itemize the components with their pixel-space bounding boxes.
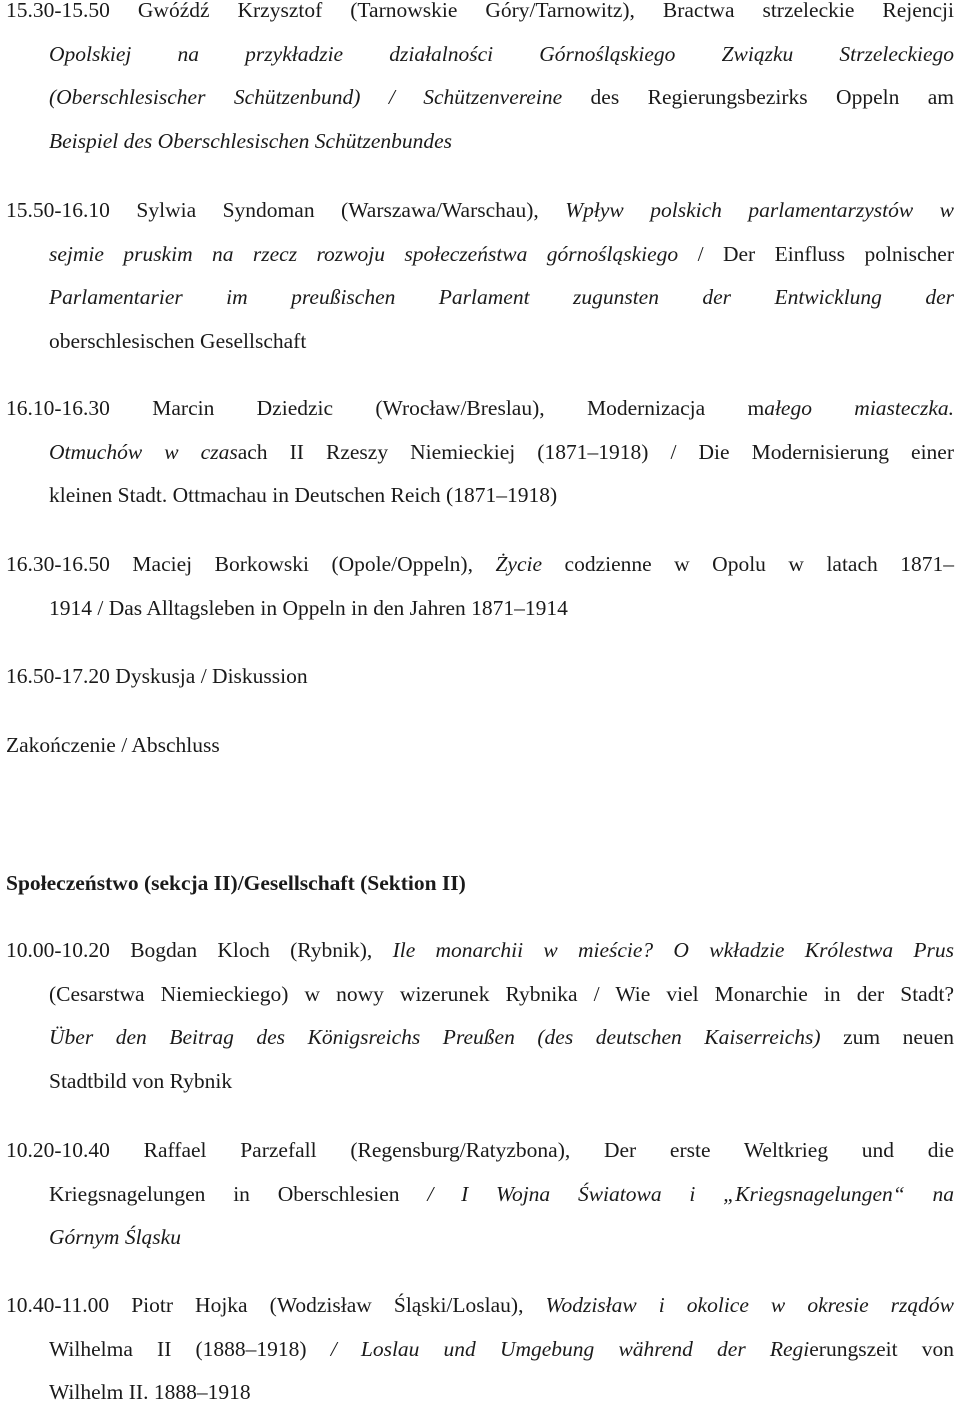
entry-line	[6, 1284, 954, 1328]
entry-line	[6, 1129, 954, 1173]
program-entry	[6, 655, 954, 699]
entry-speaker: Maciej Borkowski (Opole/Oppeln),	[132, 552, 473, 576]
entry-title-de: Über den Beitrag des Königsreichs Preußen (des deutschen Kaiserreichs)	[49, 1025, 821, 1049]
entry-title-pl: Wilhelma II (1888–1918)	[49, 1336, 307, 1361]
section-title: Społeczeństwo (sekcja II)/Gesellschaft (Sektion II)	[6, 871, 466, 895]
entry-title-pl: sejmie pruskim na rzecz rozwoju społeczeństwa górnośląskiego	[49, 241, 679, 266]
entry-title-de: / Loslau und Umgebung während der Regi	[330, 1336, 810, 1361]
entry-title-it: Życie	[495, 552, 543, 576]
closing-heading: Zakończenie / Abschluss	[6, 733, 220, 757]
entry-line: 1914 / Das Alltagsleben in Oppeln in den Jahren 1871–1914	[49, 595, 568, 620]
entry-speaker: Raffael Parzefall (Regensburg/Ratyzbona),	[143, 1138, 571, 1162]
entry-line	[6, 1173, 954, 1217]
entry-time: 15.50-16.10	[6, 198, 110, 222]
entry-speaker: Marcin Dziedzic (Wrocław/Breslau),	[152, 396, 545, 420]
entry-line: (Cesarstwa Niemieckiego) w nowy wizerunek Rybnika / Wie viel Monarchie in der Stadt?	[49, 981, 954, 1006]
entry-title: Der erste Weltkrieg und die	[603, 1138, 955, 1162]
entry-title-de-rest: erungszeit von	[809, 1336, 954, 1361]
program-entry	[6, 1129, 954, 1260]
entry-line	[6, 189, 954, 233]
entry-line	[6, 543, 954, 587]
entry-time: 16.50-17.20	[6, 664, 110, 688]
entry-speaker: Bogdan Kloch (Rybnik),	[130, 938, 373, 962]
entry-line: Wilhelm II. 1888–1918	[49, 1380, 251, 1404]
program-entry	[6, 0, 954, 163]
program-entry	[6, 929, 954, 1103]
entry-title-de: (Oberschlesischer Schützenbund) / Schützenvereine	[49, 85, 563, 109]
entry-line	[6, 0, 954, 33]
entry-title: Bractwa strzeleckie Rejencji	[662, 0, 954, 22]
entry-time: 15.30-15.50	[6, 0, 110, 22]
entry-time: 10.40-11.00	[6, 1293, 110, 1317]
entry-title: Modernizacja m	[586, 396, 765, 420]
entry-title: codzienne w Opolu w latach 1871–	[564, 552, 955, 576]
entry-title-it: Otmuchów w czas	[49, 439, 238, 464]
entry-line: Opolskiej na przykładzie działalności Górnośląskiego Związku Strzeleckiego	[49, 41, 954, 66]
entry-line	[6, 233, 954, 277]
entry-title: Wpływ polskich parlamentarzystów w	[565, 198, 955, 222]
program-entry	[6, 1284, 954, 1415]
entry-line	[6, 929, 954, 973]
entry-title-pl: / I Wojna Światowa i „Kriegsnagelungen“ na	[427, 1181, 954, 1206]
entry-title-de-rest: zum neuen	[843, 1025, 955, 1049]
entry-line: oberschlesischen Gesellschaft	[49, 328, 307, 353]
program-entry	[6, 387, 954, 518]
entry-title-it: ałego miasteczka.	[764, 396, 954, 420]
entry-title-de: / Der Einfluss polnischer	[697, 241, 954, 266]
entry-line: Beispiel des Oberschlesischen Schützenbundes	[49, 128, 453, 153]
program-entry	[6, 543, 954, 630]
entry-speaker: Sylwia Syndoman (Warszawa/Warschau),	[136, 198, 539, 222]
entry-line	[6, 655, 954, 699]
entry-title-de: Kriegsnagelungen in Oberschlesien	[49, 1181, 400, 1206]
entry-time: 10.00-10.20	[6, 938, 110, 962]
entry-speaker: Piotr Hojka (Wodzisław Śląski/Loslau),	[131, 1293, 524, 1317]
entry-time: 16.30-16.50	[6, 552, 110, 576]
entry-title-rest: ach II Rzeszy Niemieckiej (1871–1918) / Die Modernisierung einer	[237, 439, 954, 464]
entry-line	[6, 1328, 954, 1372]
entry-title: Dyskusja / Diskussion	[115, 664, 308, 688]
entry-speaker: Gwóźdź Krzysztof (Tarnowskie Góry/Tarnowitz),	[137, 0, 635, 22]
entry-title: Wodzisław i okolice w okresie rządów	[545, 1293, 954, 1317]
entry-line	[6, 1016, 954, 1060]
entry-line: Stadtbild von Rybnik	[49, 1068, 233, 1093]
program-entry	[6, 189, 954, 363]
entry-line	[6, 387, 954, 431]
entry-time: 16.10-16.30	[6, 396, 110, 420]
entry-line	[6, 431, 954, 475]
entry-line: Parlamentarier im preußischen Parlament zugunsten der Entwicklung der	[49, 285, 954, 309]
entry-line	[6, 76, 954, 120]
entry-time: 10.20-10.40	[6, 1138, 110, 1162]
entry-line: kleinen Stadt. Ottmachau in Deutschen Reich (1871–1918)	[49, 483, 558, 507]
entry-title: Ile monarchii w mieście? O wkładzie Królestwa Prus	[392, 938, 955, 962]
entry-line: Górnym Śląsku	[49, 1225, 181, 1249]
entry-title-de-rest: des Regierungsbezirks Oppeln am	[590, 85, 955, 109]
